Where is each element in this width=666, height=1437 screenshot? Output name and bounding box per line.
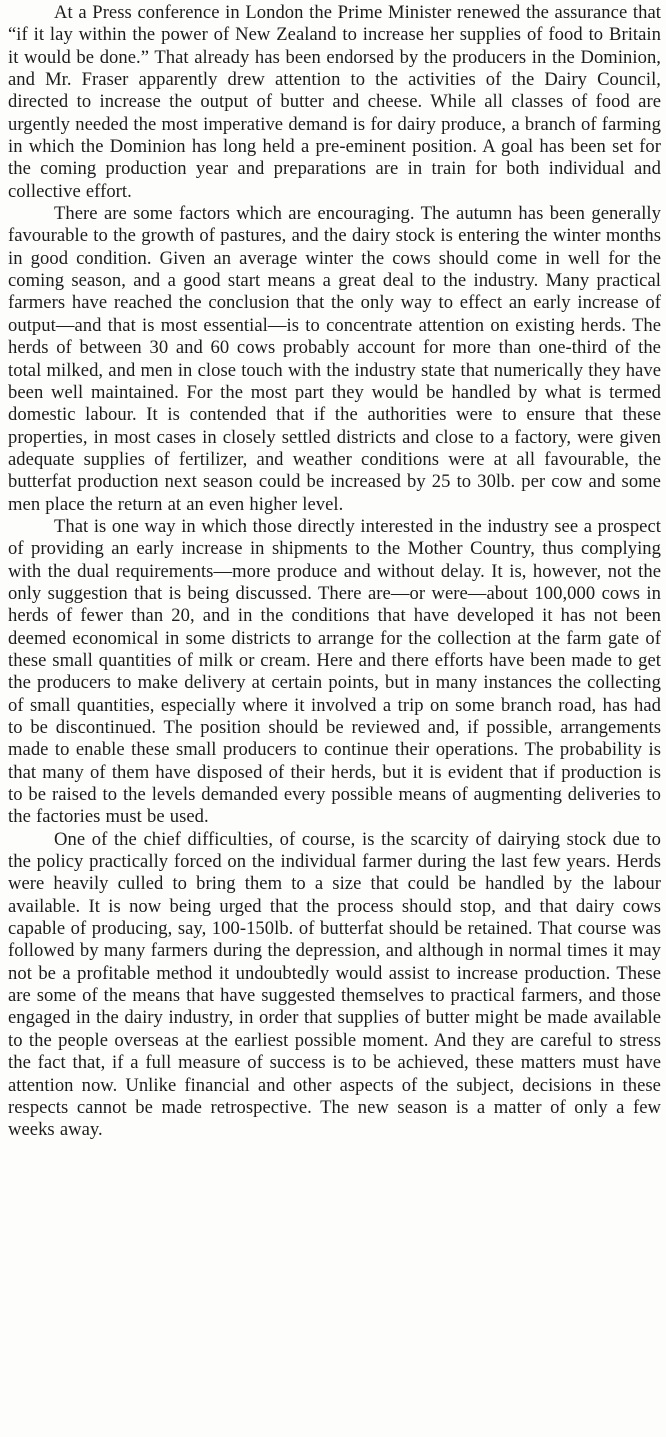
article-paragraph-2: There are some factors which are encouraging. The autumn has been generally favourable to the growth of pastures, and the dairy stock is entering the winter months in good condition. Given an average winter the cows should come in well for the coming season, and a good start means a great deal to the industry. Many practical farmers have reached the conclusion that the only way to effect an early increase of output—and that is most essential—is to concentrate attention on existing herds. The herds of between 30 and 60 cows probably account for more than one-third of the total milked, and men in close touch with the industry state that numerically they have been well maintained. For the most part they would be handled by what is termed domestic labour. It is contended that if the authorities were to ensure that these properties, in most cases in closely settled districts and close to a factory, were given adequate supplies of fertilizer, and weather conditions were at all favourable, the butterfat production next season could be increased by 25 to 30lb. per cow and some men place the return at an even higher level.	[8, 203, 661, 515]
article-paragraph-3: That is one way in which those directly interested in the industry see a prospect of providing an early increase in shipments to the Mother Country, thus complying with the dual requirements—more produce and without delay. It is, however, not the only suggestion that is being discussed. There are—or were—about 100,000 cows in herds of fewer than 20, and in the conditions that have developed it has not been deemed economical in some districts to arrange for the collection at the farm gate of these small quantities of milk or cream. Here and there efforts have been made to get the producers to make delivery at certain points, but in many instances the collecting of small quantities, especially where it involved a trip on some branch road, has had to be discontinued. The position should be reviewed and, if possible, arrangements made to enable these small producers to continue their operations. The probability is that many of them have disposed of their herds, but it is evident that if production is to be raised to the levels demanded every possible means of augmenting deliveries to the factories must be used.	[8, 515, 661, 828]
article-paragraph-4: One of the chief difficulties, of course, is the scarcity of dairying stock due to the policy practically forced on the individual farmer during the last few years. Herds were heavily culled to bring them to a size that could be handled by the labour available. It is now being urged that the process should stop, and that dairy cows capable of producing, say, 100-150lb. of butterfat should be retained. That course was followed by many farmers during the depression, and although in normal times it may not be a profitable method it undoubtedly would assist to increase production. These are some of the means that have suggested themselves to practical farmers, and those engaged in the dairy industry, in order that supplies of butter might be made available to the people overseas at the earliest possible moment. And they are careful to stress the fact that, if a full measure of success is to be achieved, these matters must have attention now. Unlike financial and other aspects of the subject, decisions in these respects cannot be made retrospective. The new season is a matter of only a few weeks away.	[8, 828, 661, 1141]
article-paragraph-1: At a Press conference in London the Prime Minister renewed the assurance that “if it lay within the power of New Zealand to increase her supplies of food to Britain it would be done.” That already has been endorsed by the producers in the Dominion, and Mr. Fraser apparently drew attention to the activities of the Dairy Council, directed to increase the output of butter and cheese. While all classes of food are urgently needed the most imperative demand is for dairy produce, a branch of farming in which the Dominion has long held a pre-eminent position. A goal has been set for the coming production year and preparations are in train for both individual and collective effort.	[8, 2, 661, 202]
editorial-article	[8, 2, 661, 1142]
